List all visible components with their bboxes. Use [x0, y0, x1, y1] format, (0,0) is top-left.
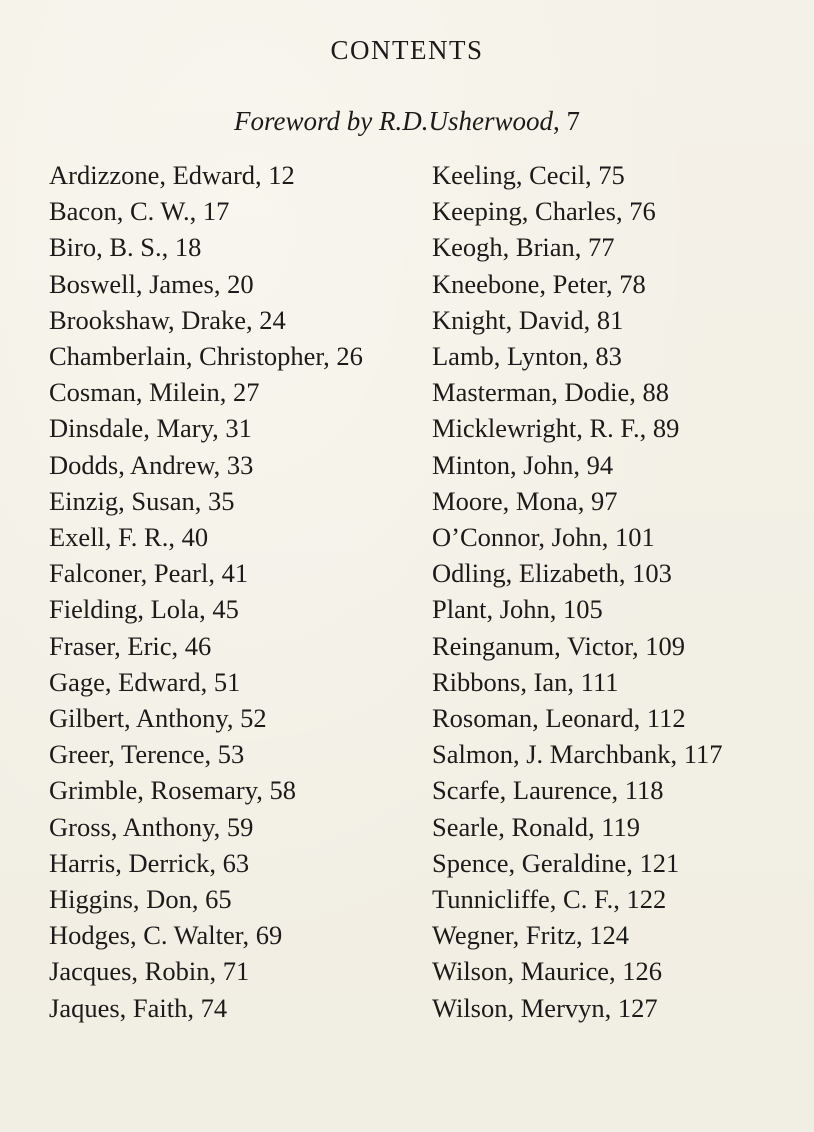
foreword-entry	[0, 104, 814, 138]
contents-right-column	[432, 157, 722, 1026]
contents-entry: Ardizzone, Edward, 12	[49, 160, 295, 190]
contents-entry: Kneebone, Peter, 78	[432, 268, 646, 299]
contents-left-column	[49, 157, 363, 1026]
contents-entry: Masterman, Dodie, 88	[432, 377, 669, 408]
contents-entry: Ribbons, Ian, 111	[432, 666, 619, 697]
foreword-label: Foreword by R.D.Usherwood	[234, 106, 553, 136]
contents-entry: Biro, B. S., 18	[49, 232, 202, 263]
contents-entry: Greer, Terence, 53	[49, 739, 245, 770]
contents-entry: Boswell, James, 20	[49, 268, 254, 299]
contents-entry: Moore, Mona, 97	[432, 485, 618, 516]
contents-entry: Bacon, C. W., 17	[49, 196, 230, 227]
contents-entry: Fielding, Lola, 45	[49, 594, 239, 625]
contents-entry: Jaques, Faith, 74	[49, 992, 228, 1023]
contents-entry: Keeping, Charles, 76	[432, 196, 656, 227]
contents-entry: Tunnicliffe, C. F., 122	[432, 884, 667, 915]
contents-entry: Reinganum, Victor, 109	[432, 630, 685, 661]
contents-entry: Wilson, Maurice, 126	[432, 956, 663, 987]
contents-entry: Exell, F. R., 40	[49, 522, 209, 553]
page-title: CONTENTS	[330, 35, 484, 65]
foreword-separator: ,	[552, 106, 567, 136]
contents-entry: Gage, Edward, 51	[49, 666, 241, 697]
contents-entry: Cosman, Milein, 27	[49, 377, 260, 408]
contents-entry: Knight, David, 81	[432, 304, 624, 335]
contents-entry: Higgins, Don, 65	[49, 884, 232, 915]
contents-entry: Keogh, Brian, 77	[432, 232, 615, 263]
contents-entry: Plant, John, 105	[432, 594, 603, 625]
contents-entry: Fraser, Eric, 46	[49, 630, 212, 661]
contents-entry: Jacques, Robin, 71	[49, 956, 250, 987]
contents-entry: Micklewright, R. F., 89	[432, 413, 680, 444]
contents-entry: Searle, Ronald, 119	[432, 811, 641, 842]
contents-entry: Lamb, Lynton, 83	[432, 341, 622, 372]
contents-entry: Grimble, Rosemary, 58	[49, 775, 297, 806]
contents-entry: Chamberlain, Christopher, 26	[49, 341, 363, 372]
contents-entry: Odling, Elizabeth, 103	[432, 558, 672, 589]
contents-entry: Einzig, Susan, 35	[49, 485, 235, 516]
contents-entry: Falconer, Pearl, 41	[49, 558, 249, 589]
contents-entry: O’Connor, John, 101	[432, 522, 655, 553]
foreword-page-number: 7	[566, 106, 580, 136]
contents-entry: Dinsdale, Mary, 31	[49, 413, 252, 444]
contents-entry: Harris, Derrick, 63	[49, 847, 250, 878]
contents-entry: Minton, John, 94	[432, 449, 614, 480]
contents-entry: Rosoman, Leonard, 112	[432, 703, 686, 734]
contents-entry: Gross, Anthony, 59	[49, 811, 254, 842]
contents-entry: Brookshaw, Drake, 24	[49, 304, 286, 335]
contents-entry: Keeling, Cecil, 75	[432, 160, 625, 190]
contents-entry: Spence, Geraldine, 121	[432, 847, 680, 878]
contents-entry: Gilbert, Anthony, 52	[49, 703, 267, 734]
contents-entry: Hodges, C. Walter, 69	[49, 920, 283, 951]
contents-entry: Scarfe, Laurence, 118	[432, 775, 664, 806]
contents-entry: Dodds, Andrew, 33	[49, 449, 254, 480]
contents-entry: Wilson, Mervyn, 127	[432, 992, 658, 1023]
contents-entry: Wegner, Fritz, 124	[432, 920, 629, 951]
contents-entry: Salmon, J. Marchbank, 117	[432, 739, 723, 770]
